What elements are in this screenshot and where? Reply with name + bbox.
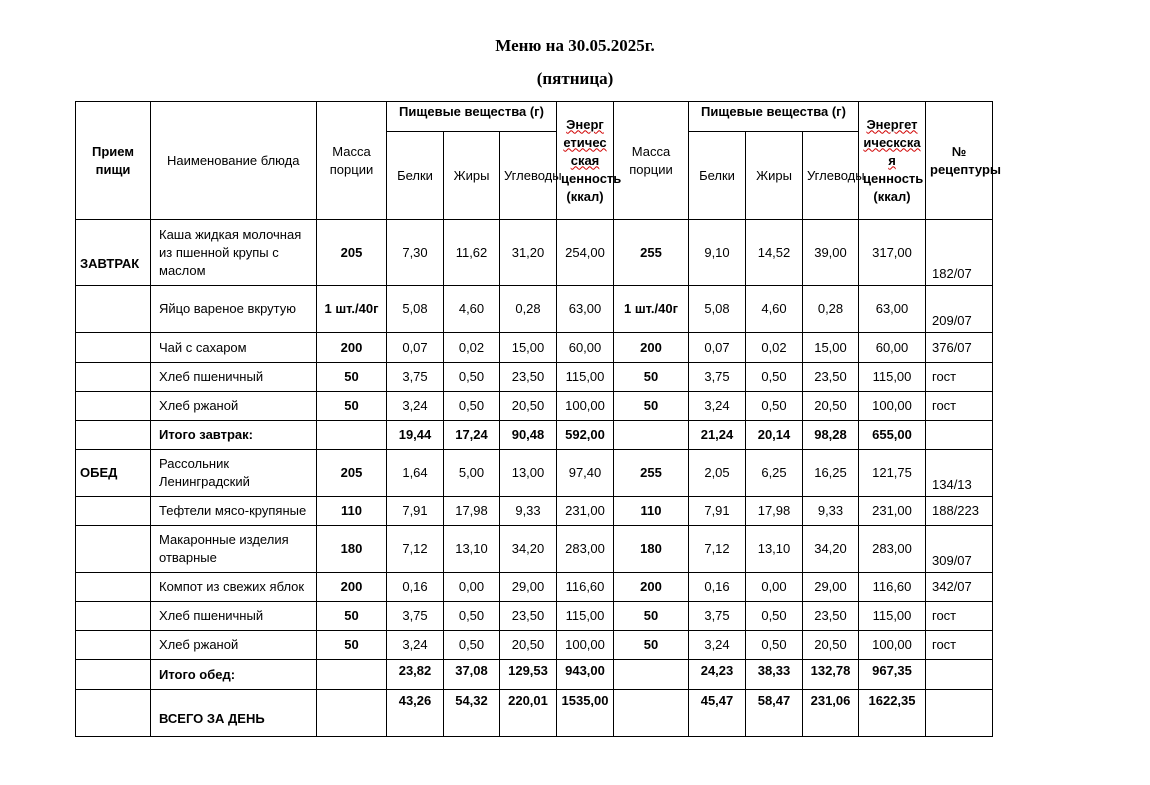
proteins-1-cell: 19,44 [387,421,444,450]
carbs-2-cell: 20,50 [803,392,859,421]
mass-1-cell: 50 [317,602,387,631]
fats-1-cell: 0,50 [444,602,500,631]
header-recipe: № рецептуры [926,102,993,220]
dish-name-cell: Чай с сахаром [151,333,317,363]
dish-name-cell: Итого завтрак: [151,421,317,450]
fats-2-cell: 58,47 [746,690,803,737]
carbs-2-cell: 15,00 [803,333,859,363]
energy-2-cell: 121,75 [859,450,926,497]
meal-cell [76,286,151,333]
dish-name-cell: Итого обед: [151,660,317,690]
carbs-2-cell: 0,28 [803,286,859,333]
total-row [76,690,993,737]
page-title: Меню на 30.05.2025г. [495,36,655,55]
energy-2-cell: 100,00 [859,631,926,660]
energy-1-cell: 254,00 [557,220,614,286]
header-mass-2: Масса порции [614,102,689,220]
energy-1-cell: 1535,00 [557,690,614,737]
meal-cell [76,690,151,737]
header-carbs-1: Углеводы [500,132,557,220]
energy-2-cell: 60,00 [859,333,926,363]
fats-1-cell: 5,00 [444,450,500,497]
fats-1-cell: 0,50 [444,363,500,392]
proteins-1-cell: 0,07 [387,333,444,363]
header-nutrients-1: Пищевые вещества (г) [387,102,557,132]
energy-1-cell: 115,00 [557,602,614,631]
header-energy-1-part-d: ценность (ккал) [561,170,622,204]
mass-1-cell: 205 [317,220,387,286]
header-energy-1-part-c: ская [570,152,600,168]
mass-2-cell [614,690,689,737]
header-meal: Прием пищи [76,102,151,220]
carbs-1-cell: 90,48 [500,421,557,450]
fats-2-cell: 0,50 [746,631,803,660]
proteins-2-cell: 3,24 [689,631,746,660]
carbs-2-cell: 20,50 [803,631,859,660]
mass-1-cell: 205 [317,450,387,497]
table-row [76,450,993,497]
proteins-1-cell: 43,26 [387,690,444,737]
fats-1-cell: 0,02 [444,333,500,363]
total-row [76,421,993,450]
mass-1-cell [317,421,387,450]
recipe-cell: 182/07 [926,220,993,286]
energy-2-cell: 317,00 [859,220,926,286]
fats-2-cell: 4,60 [746,286,803,333]
energy-1-cell: 231,00 [557,497,614,526]
carbs-1-cell: 9,33 [500,497,557,526]
fats-2-cell: 0,00 [746,573,803,602]
proteins-2-cell: 0,16 [689,573,746,602]
fats-1-cell: 17,24 [444,421,500,450]
carbs-2-cell: 23,50 [803,363,859,392]
mass-1-cell [317,690,387,737]
energy-1-cell: 283,00 [557,526,614,573]
mass-1-cell: 50 [317,631,387,660]
energy-1-cell: 100,00 [557,631,614,660]
dish-name-cell: Хлеб пшеничный [151,363,317,392]
proteins-2-cell: 24,23 [689,660,746,690]
dish-name-cell: Хлеб пшеничный [151,602,317,631]
energy-2-cell: 283,00 [859,526,926,573]
mass-2-cell: 200 [614,333,689,363]
recipe-cell: 188/223 [926,497,993,526]
carbs-1-cell: 15,00 [500,333,557,363]
meal-cell: ОБЕД [76,450,151,497]
carbs-1-cell: 20,50 [500,392,557,421]
header-fats-1: Жиры [444,132,500,220]
mass-2-cell: 255 [614,220,689,286]
page-subtitle: (пятница) [536,69,614,88]
proteins-1-cell: 3,75 [387,602,444,631]
recipe-cell: 342/07 [926,573,993,602]
proteins-1-cell: 7,30 [387,220,444,286]
energy-2-cell: 655,00 [859,421,926,450]
meal-cell [76,631,151,660]
table-row [76,286,993,333]
header-dish: Наименование блюда [151,102,317,220]
energy-2-cell: 967,35 [859,660,926,690]
table-row [76,220,993,286]
carbs-1-cell: 129,53 [500,660,557,690]
carbs-1-cell: 13,00 [500,450,557,497]
header-proteins-2: Белки [689,132,746,220]
header-proteins-1: Белки [387,132,444,220]
fats-2-cell: 20,14 [746,421,803,450]
recipe-cell: 134/13 [926,450,993,497]
proteins-2-cell: 0,07 [689,333,746,363]
proteins-1-cell: 7,91 [387,497,444,526]
dish-name-cell: Рассольник Ленинградский [151,450,317,497]
mass-2-cell: 1 шт./40г [614,286,689,333]
fats-2-cell: 0,02 [746,333,803,363]
recipe-cell: 309/07 [926,526,993,573]
header-mass-1: Масса порции [317,102,387,220]
fats-2-cell: 6,25 [746,450,803,497]
proteins-1-cell: 3,24 [387,631,444,660]
meal-cell [76,333,151,363]
meal-cell [76,526,151,573]
header-energy-2-part-a: Энергет ическска [863,116,921,150]
recipe-cell: гост [926,363,993,392]
mass-1-cell: 1 шт./40г [317,286,387,333]
mass-1-cell: 50 [317,392,387,421]
fats-1-cell: 17,98 [444,497,500,526]
fats-2-cell: 0,50 [746,392,803,421]
meal-cell [76,392,151,421]
proteins-2-cell: 3,24 [689,392,746,421]
energy-1-cell: 97,40 [557,450,614,497]
energy-2-cell: 1622,35 [859,690,926,737]
energy-1-cell: 100,00 [557,392,614,421]
proteins-1-cell: 23,82 [387,660,444,690]
dish-name-cell: Каша жидкая молочная из пшенной крупы с маслом [151,220,317,286]
carbs-1-cell: 20,50 [500,631,557,660]
recipe-cell: 209/07 [926,286,993,333]
fats-2-cell: 0,50 [746,602,803,631]
fats-1-cell: 11,62 [444,220,500,286]
carbs-2-cell: 34,20 [803,526,859,573]
table-row [76,333,993,363]
proteins-2-cell: 7,12 [689,526,746,573]
proteins-2-cell: 3,75 [689,602,746,631]
mass-2-cell: 180 [614,526,689,573]
mass-2-cell: 200 [614,573,689,602]
fats-1-cell: 54,32 [444,690,500,737]
carbs-2-cell: 39,00 [803,220,859,286]
proteins-2-cell: 3,75 [689,363,746,392]
recipe-cell: гост [926,392,993,421]
dish-name-cell: Компот из свежих яблок [151,573,317,602]
header-nutrients-2: Пищевые вещества (г) [689,102,859,132]
recipe-cell [926,690,993,737]
dish-name-cell: Хлеб ржаной [151,392,317,421]
proteins-2-cell: 21,24 [689,421,746,450]
energy-2-cell: 115,00 [859,602,926,631]
fats-2-cell: 17,98 [746,497,803,526]
header-fats-2: Жиры [746,132,803,220]
dish-name-cell: Хлеб ржаной [151,631,317,660]
table-row [76,363,993,392]
mass-1-cell: 110 [317,497,387,526]
mass-2-cell: 255 [614,450,689,497]
dish-name-cell: ВСЕГО ЗА ДЕНЬ [151,690,317,737]
mass-1-cell: 200 [317,573,387,602]
fats-1-cell: 4,60 [444,286,500,333]
table-row [76,602,993,631]
meal-cell [76,421,151,450]
fats-2-cell: 14,52 [746,220,803,286]
recipe-cell [926,421,993,450]
proteins-1-cell: 0,16 [387,573,444,602]
proteins-1-cell: 3,24 [387,392,444,421]
table-row [76,497,993,526]
proteins-2-cell: 9,10 [689,220,746,286]
fats-1-cell: 0,00 [444,573,500,602]
header-carbs-2: Углеводы [803,132,859,220]
mass-2-cell: 50 [614,392,689,421]
carbs-1-cell: 23,50 [500,363,557,392]
fats-2-cell: 38,33 [746,660,803,690]
carbs-2-cell: 132,78 [803,660,859,690]
fats-2-cell: 0,50 [746,363,803,392]
meal-cell: ЗАВТРАК [76,220,151,286]
proteins-2-cell: 2,05 [689,450,746,497]
recipe-cell: 376/07 [926,333,993,363]
fats-1-cell: 13,10 [444,526,500,573]
energy-2-cell: 115,00 [859,363,926,392]
meal-cell [76,660,151,690]
proteins-2-cell: 45,47 [689,690,746,737]
meal-cell [76,497,151,526]
table-row [76,392,993,421]
energy-1-cell: 592,00 [557,421,614,450]
proteins-1-cell: 5,08 [387,286,444,333]
mass-1-cell: 180 [317,526,387,573]
fats-1-cell: 37,08 [444,660,500,690]
fats-2-cell: 13,10 [746,526,803,573]
table-row [76,573,993,602]
mass-2-cell: 50 [614,602,689,631]
energy-1-cell: 115,00 [557,363,614,392]
carbs-1-cell: 31,20 [500,220,557,286]
meal-cell [76,363,151,392]
meal-cell [76,573,151,602]
mass-2-cell: 50 [614,631,689,660]
header-energy-2-part-b: я [888,152,896,168]
mass-1-cell [317,660,387,690]
carbs-1-cell: 220,01 [500,690,557,737]
energy-2-cell: 116,60 [859,573,926,602]
table-row [76,631,993,660]
carbs-1-cell: 29,00 [500,573,557,602]
proteins-1-cell: 1,64 [387,450,444,497]
recipe-cell: гост [926,631,993,660]
carbs-2-cell: 98,28 [803,421,859,450]
header-energy-1-part-b: етичес [563,134,607,150]
energy-1-cell: 60,00 [557,333,614,363]
carbs-2-cell: 29,00 [803,573,859,602]
energy-1-cell: 116,60 [557,573,614,602]
total-row [76,660,993,690]
recipe-cell [926,660,993,690]
carbs-1-cell: 23,50 [500,602,557,631]
carbs-2-cell: 16,25 [803,450,859,497]
energy-2-cell: 231,00 [859,497,926,526]
carbs-2-cell: 231,06 [803,690,859,737]
header-energy-2 [859,102,926,220]
mass-2-cell: 110 [614,497,689,526]
mass-2-cell [614,421,689,450]
proteins-1-cell: 7,12 [387,526,444,573]
fats-1-cell: 0,50 [444,392,500,421]
proteins-2-cell: 7,91 [689,497,746,526]
header-energy-1 [557,102,622,220]
dish-name-cell: Тефтели мясо-крупяные [151,497,317,526]
dish-name-cell: Макаронные изделия отварные [151,526,317,573]
mass-1-cell: 200 [317,333,387,363]
menu-table [75,101,1002,737]
dish-name-cell: Яйцо вареное вкрутую [151,286,317,333]
proteins-2-cell: 5,08 [689,286,746,333]
mass-2-cell: 50 [614,363,689,392]
table-row [76,526,993,573]
header-energy-1-part-a: Энерг [566,116,604,132]
header-energy-2-part-c: ценность (ккал) [863,170,924,204]
energy-2-cell: 100,00 [859,392,926,421]
carbs-1-cell: 0,28 [500,286,557,333]
mass-2-cell [614,660,689,690]
energy-1-cell: 943,00 [557,660,614,690]
energy-2-cell: 63,00 [859,286,926,333]
proteins-1-cell: 3,75 [387,363,444,392]
carbs-2-cell: 9,33 [803,497,859,526]
carbs-1-cell: 34,20 [500,526,557,573]
fats-1-cell: 0,50 [444,631,500,660]
meal-cell [76,602,151,631]
mass-1-cell: 50 [317,363,387,392]
carbs-2-cell: 23,50 [803,602,859,631]
energy-1-cell: 63,00 [557,286,614,333]
recipe-cell: гост [926,602,993,631]
